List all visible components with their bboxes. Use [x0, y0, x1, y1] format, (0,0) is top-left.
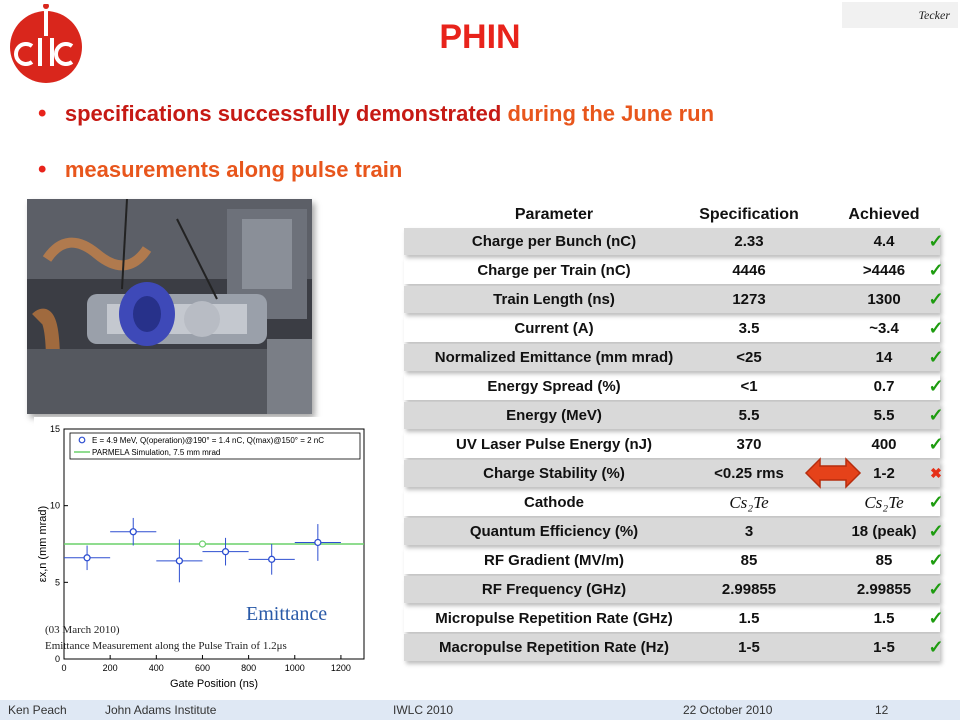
row-achieved: 14: [875, 349, 893, 366]
bullet-1-part-2: during the June run: [501, 101, 715, 126]
row-parameter: Charge per Bunch (nC): [471, 233, 637, 250]
check-icon: ✓: [928, 579, 944, 599]
emittance-chart: [34, 417, 384, 692]
data-point: [223, 549, 229, 555]
chart-caption: Emittance Measurement along the Pulse Train of 1.2μs: [45, 640, 287, 652]
x-tick-label: 1000: [284, 663, 305, 673]
row-parameter: Train Length (ns): [493, 291, 615, 308]
bullet-1-part-1: specifications successfully demonstrated: [64, 101, 502, 126]
double-arrow-icon: [804, 455, 862, 491]
legend-label-sim: PARMELA Simulation, 7.5 mm mrad: [92, 448, 221, 457]
footer-author: Ken Peach: [8, 703, 67, 717]
table-row: [404, 402, 944, 429]
header-parameter: Parameter: [514, 206, 594, 223]
x-tick-label: 800: [241, 663, 257, 673]
footer-bar: [0, 700, 960, 720]
row-specification: <0.25 rms: [714, 465, 784, 482]
x-tick-label: 200: [102, 663, 118, 673]
header-achieved: Achieved: [848, 206, 920, 223]
row-specification: 85: [740, 552, 758, 569]
row-achieved: 1300: [867, 291, 901, 308]
row-achieved: 5.5: [873, 407, 895, 424]
phin-photo: [27, 199, 312, 414]
table-header: [404, 201, 940, 228]
table-row: [404, 257, 944, 284]
table-row: [404, 344, 944, 371]
table-row: [404, 286, 944, 313]
row-achieved: ~3.4: [869, 320, 899, 337]
row-specification: 1-5: [738, 639, 760, 656]
check-icon: ✓: [928, 492, 944, 512]
data-point: [130, 529, 136, 535]
bullet-dot: •: [38, 100, 47, 127]
row-achieved: 2.99855: [856, 581, 912, 598]
check-icon: ✓: [928, 637, 944, 657]
row-achieved: 400: [871, 436, 897, 453]
x-tick-label: 400: [148, 663, 164, 673]
y-tick-label: 5: [54, 577, 60, 588]
presenter-tag: Tecker: [842, 2, 958, 28]
row-specification: 5.5: [738, 407, 760, 424]
row-parameter: Micropulse Repetition Rate (GHz): [435, 610, 673, 627]
x-tick-label: 600: [194, 663, 210, 673]
row-achieved: 1-5: [873, 639, 895, 656]
row-specification: <1: [740, 378, 758, 395]
slide-title: PHIN: [439, 18, 521, 56]
table-row: [404, 518, 944, 545]
bullet-2-text: measurements along pulse train: [64, 157, 403, 182]
x-tick-label: 1200: [330, 663, 351, 673]
x-tick-label: 0: [61, 663, 67, 673]
data-point: [315, 539, 321, 545]
check-icon: ✓: [928, 318, 944, 338]
check-icon: ✓: [928, 260, 944, 280]
row-parameter: Energy (MeV): [506, 407, 602, 424]
row-parameter: Cathode: [524, 494, 584, 511]
x-axis-label: Gate Position (ns): [169, 678, 259, 690]
header-specification: Specification: [699, 206, 799, 223]
check-icon: ✓: [928, 376, 944, 396]
table-row: [404, 489, 944, 516]
table-row: [404, 460, 940, 487]
row-specification: 3.5: [738, 320, 760, 337]
check-icon: ✓: [928, 608, 944, 628]
row-parameter: Normalized Emittance (mm mrad): [434, 349, 674, 366]
row-specification: 1273: [732, 291, 766, 308]
data-point: [84, 555, 90, 561]
table-row: [404, 576, 944, 603]
legend-label-data: E = 4.9 MeV, Q(operation)@190° = 1.4 nC, Q(max)@150° = 2 nC: [92, 436, 325, 445]
y-tick-label: 0: [54, 654, 60, 664]
row-parameter: UV Laser Pulse Energy (nJ): [456, 436, 652, 453]
row-parameter: Energy Spread (%): [487, 378, 621, 395]
row-parameter: RF Frequency (GHz): [481, 581, 627, 598]
table-row: [404, 228, 944, 255]
legend-marker-data: [79, 437, 85, 443]
cross-icon: ✖: [930, 465, 942, 481]
y-tick-label: 15: [49, 424, 60, 434]
footer-event: IWLC 2010: [393, 703, 454, 717]
row-achieved: Cs₂Te: [864, 493, 904, 512]
table-row: [404, 315, 944, 342]
footer-institute: John Adams Institute: [105, 703, 217, 717]
bullet-dot: •: [38, 156, 47, 183]
row-specification: 4446: [732, 262, 766, 279]
row-achieved: 1.5: [873, 610, 895, 627]
table-row: [404, 373, 944, 400]
row-specification: Cs₂Te: [729, 493, 769, 512]
y-axis-label: εx,n (mm mrad): [37, 505, 49, 583]
row-parameter: RF Gradient (MV/m): [483, 552, 624, 569]
row-achieved: 4.4: [873, 233, 895, 250]
check-icon: ✓: [928, 347, 944, 367]
row-specification: 2.33: [734, 233, 764, 250]
row-achieved: >4446: [862, 262, 906, 279]
check-icon: ✓: [928, 231, 944, 251]
bullet-1: [38, 100, 918, 128]
table-row: [404, 605, 944, 632]
row-parameter: Quantum Efficiency (%): [469, 523, 639, 540]
row-specification: 2.99855: [721, 581, 777, 598]
table-row: [404, 431, 944, 458]
data-point: [269, 556, 275, 562]
check-icon: ✓: [928, 550, 944, 570]
y-tick-label: 10: [49, 500, 60, 511]
footer-date: 22 October 2010: [683, 703, 773, 717]
row-parameter: Charge Stability (%): [483, 465, 625, 482]
row-parameter: Current (A): [514, 320, 594, 337]
row-achieved: 0.7: [873, 378, 895, 395]
row-specification: 1.5: [738, 610, 760, 627]
table-row: [404, 634, 944, 661]
check-icon: ✓: [928, 521, 944, 541]
row-specification: 3: [744, 523, 754, 540]
row-achieved: 85: [875, 552, 893, 569]
row-achieved: 18 (peak): [851, 523, 917, 540]
spec-table: [398, 197, 950, 675]
row-achieved: 1-2: [873, 465, 895, 482]
emittance-label: Emittance: [246, 603, 328, 625]
check-icon: ✓: [928, 405, 944, 425]
row-specification: <25: [736, 349, 762, 366]
check-icon: ✓: [928, 434, 944, 454]
simulation-marker: [199, 541, 205, 547]
footer-page: 12: [875, 703, 889, 717]
data-point: [176, 558, 182, 564]
row-specification: 370: [736, 436, 762, 453]
table-row: [404, 547, 944, 574]
row-parameter: Macropulse Repetition Rate (Hz): [438, 639, 670, 656]
check-icon: ✓: [928, 289, 944, 309]
chart-date-note: (03 March 2010): [45, 624, 120, 636]
row-parameter: Charge per Train (nC): [477, 262, 631, 279]
bullet-2: [38, 156, 918, 184]
